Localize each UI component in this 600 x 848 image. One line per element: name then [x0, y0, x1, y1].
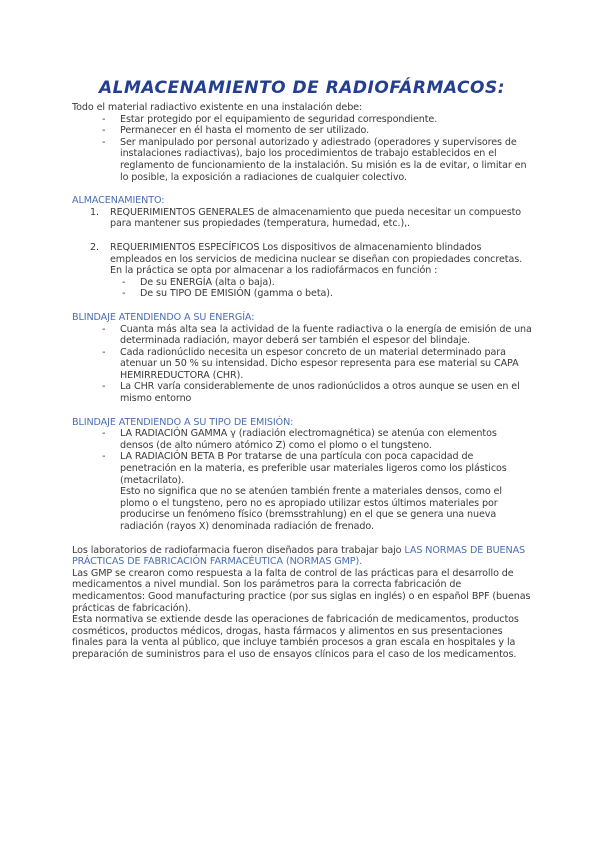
document-page [72, 78, 532, 661]
list-marker: 2. [90, 241, 99, 253]
section-heading-blindaje-emision: BLINDAJE ATENDIENDO A SU TIPO DE EMISIÓN: [72, 416, 294, 428]
sub-list [110, 277, 532, 300]
list-item-extra: Esto no significa que no se atenúen también frente a materiales densos, como el plomo o el tungsteno, pero no es apropiado utilizar estos últimos materiales por producirse un fenómeno físico (bremsstrahlung) en el que se genera una nueva radiación (rayos X) denominada radiación de frenado. [120, 486, 502, 532]
page-title: ALMACENAMIENTO DE RADIOFÁRMACOS: [98, 78, 506, 98]
list-item: - Estar protegido por el equipamiento de seguridad correspondiente. [102, 114, 532, 126]
blindaje-emision-list [72, 428, 532, 532]
list-item [102, 451, 532, 532]
intro-list [72, 114, 532, 184]
list-item: - Ser manipulado por personal autorizado y adiestrado (operadores y supervisores de instalaciones radiactivas), bajo los procedimientos de trabajo establecidos en el reglamento de funcionamiento de la instalación. Su misión es la de evitar, o limitar en lo posible, la exposición a radiaciones de cualquier colectivo. [102, 137, 532, 183]
list-item: - Cuanta más alta sea la actividad de la fuente radiactiva o la energía de emisión de una determinada radiación, mayor deberá ser también el espesor del blindaje. [102, 324, 532, 347]
sub-list-item: - De su TIPO DE EMISIÓN (gamma o beta). [122, 288, 532, 300]
list-item: - LA RADIACIÓN GAMMA γ (radiación electromagnética) se atenúa con elementos densos (de alto número atómico Z) como el plomo o el tungsteno. [102, 428, 532, 451]
list-item: - Permanecer en él hasta el momento de ser utilizado. [102, 125, 532, 137]
intro-text: Todo el material radiactivo existente en una instalación debe: [72, 102, 363, 113]
gmp-paragraph-1: Las GMP se crearon como respuesta a la falta de control de las prácticas para el desarrollo de medicamentos a nivel mundial. Son los parámetros para la correcta fabricación de medicamentos: Good manufacturing practice (por sus siglas en inglés) o en español BPF (buenas prácticas de fabricación). [72, 567, 531, 614]
list-marker: 1. [90, 206, 99, 218]
list-item: - La CHR varía considerablemente de unos radionúclidos a otros aunque se usen en el mismo entorno [102, 381, 532, 404]
section-heading-almacenamiento: ALMACENAMIENTO: [72, 195, 165, 207]
list-item-text: LA RADIACIÓN BETA B Por tratarse de una partícula con poca capacidad de penetración en la materia, es preferible usar materiales ligeros como los plásticos (metacrilato). [120, 451, 507, 486]
sub-list-item: - De su ENERGÍA (alta o baja). [122, 277, 532, 289]
list-item-extra: En la práctica se opta por almacenar a los radiofármacos en función : [110, 265, 438, 277]
list-item-text: REQUERIMIENTOS GENERALES de almacenamiento que pueda necesitar un compuesto para mantener sus propiedades (temperatura, humedad, etc.),. [110, 206, 522, 230]
gmp-paragraph-2: Esta normativa se extiende desde las operaciones de fabricación de medicamentos, productos cosméticos, productos médicos, drogas, hasta fármacos y alimentos en sus presentaciones finales para la venta al público, que incluye también procesos a gran escala en hospitales y la preparación de suministros para el uso de ensayos clínicos para el caso de los medicamentos. [72, 614, 519, 660]
gmp-highlight: LAS NORMAS DE BUENAS PRÁCTICAS DE FABRICACIÓN FARMACÉUTICA (NORMAS GMP). [72, 544, 526, 568]
list-item [90, 207, 532, 230]
gmp-intro [72, 545, 532, 568]
list-item-text: REQUERIMIENTOS ESPECÍFICOS Los dispositivos de almacenamiento blindados empleados en los servicios de medicina nuclear se diseñan con propiedades concretas. [110, 241, 523, 265]
blindaje-energia-list [72, 324, 532, 405]
almacenamiento-list [72, 207, 532, 300]
section-heading-blindaje-energia: BLINDAJE ATENDIENDO A SU ENERGÍA: [72, 311, 255, 323]
list-item: - Cada radionúclido necesita un espesor concreto de un material determinado para atenuar un 50 % su intensidad. Dicho espesor representa para ese material su CAPA HEMIRREDUCTORA (CHR). [102, 347, 532, 382]
list-item [90, 242, 532, 300]
gmp-lead: Los laboratorios de radiofarmacia fueron diseñados para trabajar bajo [72, 544, 405, 556]
